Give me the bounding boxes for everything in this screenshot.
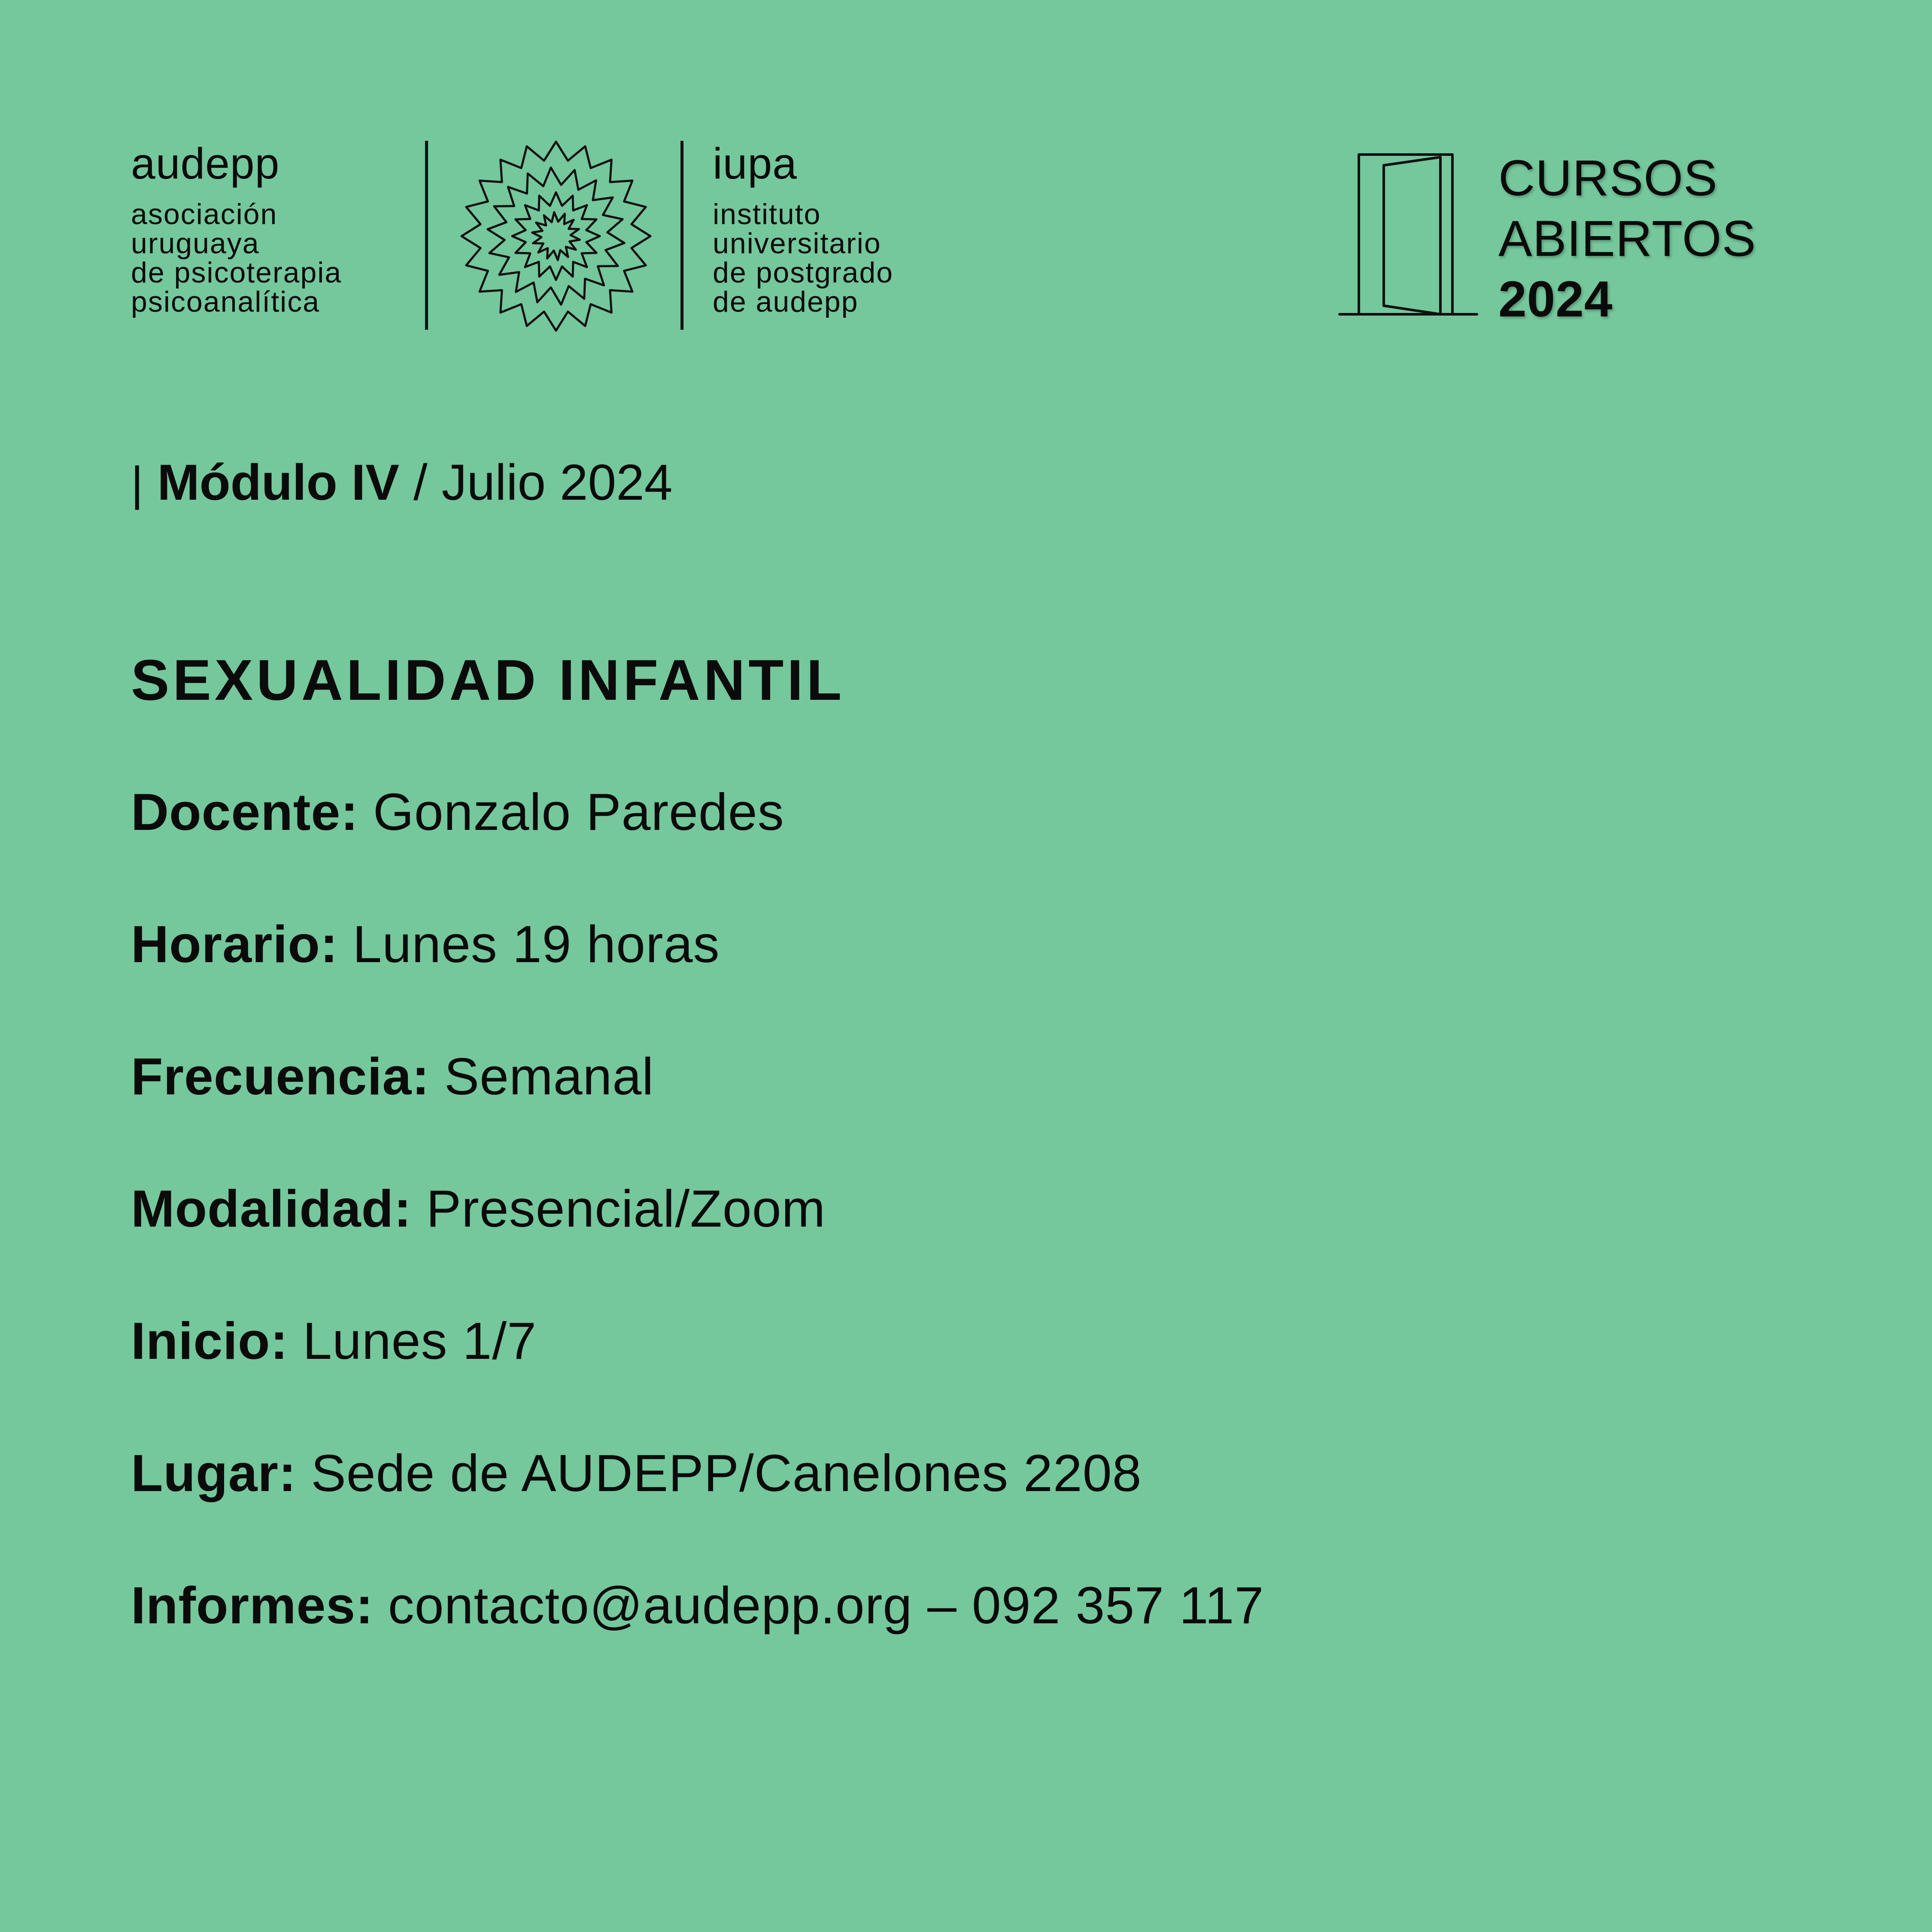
mandala-core-ring [532, 212, 580, 260]
mandala-middle-ring [488, 167, 624, 304]
cursos-line-1: CURSOS [1498, 150, 1718, 207]
detail-row-frecuencia [131, 1047, 654, 1106]
audepp-logo-title: audepp [131, 139, 280, 188]
detail-value: Presencial/Zoom [426, 1179, 826, 1238]
detail-label: Lugar: [131, 1444, 297, 1502]
header-divider-left [425, 141, 428, 330]
audepp-subtitle-line: psicoanalítica [131, 286, 320, 318]
iupa-subtitle-line: instituto [713, 198, 821, 231]
open-door-icon [1337, 150, 1479, 318]
audepp-subtitle-line: uruguaya [131, 227, 260, 260]
detail-label: Inicio: [131, 1312, 289, 1370]
detail-row-modalidad [131, 1179, 826, 1238]
module-bar: | [131, 457, 143, 510]
detail-value: Semanal [444, 1047, 654, 1106]
detail-row-lugar [131, 1444, 1142, 1502]
iupa-logo-title: iupa [713, 139, 797, 188]
header-divider-right [680, 141, 683, 330]
audepp-subtitle-line: de psicoterapia [131, 256, 342, 289]
iupa-subtitle-line: de audepp [713, 286, 859, 318]
detail-label: Modalidad: [131, 1179, 412, 1238]
iupa-subtitle [713, 200, 893, 316]
mandala-inner-ring [512, 192, 600, 280]
mandala-logo-icon [459, 140, 653, 333]
iupa-subtitle-line: de postgrado [713, 256, 893, 289]
detail-value: Sede de AUDEPP/Canelones 2208 [311, 1444, 1142, 1502]
detail-row-informes [131, 1576, 1264, 1634]
module-line [131, 454, 673, 511]
detail-label: Frecuencia: [131, 1047, 430, 1106]
cursos-abiertos-heading [1498, 148, 1756, 330]
module-name: Módulo IV [157, 454, 400, 511]
detail-label: Informes: [131, 1576, 374, 1634]
detail-row-docente [131, 783, 784, 841]
module-date: Julio 2024 [441, 454, 673, 511]
detail-value: contacto@audepp.org – 092 357 117 [388, 1576, 1264, 1634]
audepp-subtitle-line: asociación [131, 198, 278, 231]
detail-value: Lunes 1/7 [303, 1312, 537, 1370]
module-separator: / [413, 454, 428, 511]
cursos-year: 2024 [1498, 271, 1613, 328]
course-title: SEXUALIDAD INFANTIL [131, 648, 845, 712]
cursos-line-2: ABIERTOS [1498, 210, 1756, 267]
detail-value: Gonzalo Paredes [373, 783, 784, 841]
detail-label: Docente: [131, 783, 358, 841]
detail-value: Lunes 19 horas [352, 915, 720, 973]
iupa-subtitle-line: universitario [713, 227, 881, 260]
mandala-outer-ring [462, 142, 650, 331]
detail-row-inicio [131, 1312, 537, 1370]
audepp-subtitle [131, 200, 342, 316]
detail-row-horario [131, 915, 720, 973]
detail-label: Horario: [131, 915, 338, 973]
